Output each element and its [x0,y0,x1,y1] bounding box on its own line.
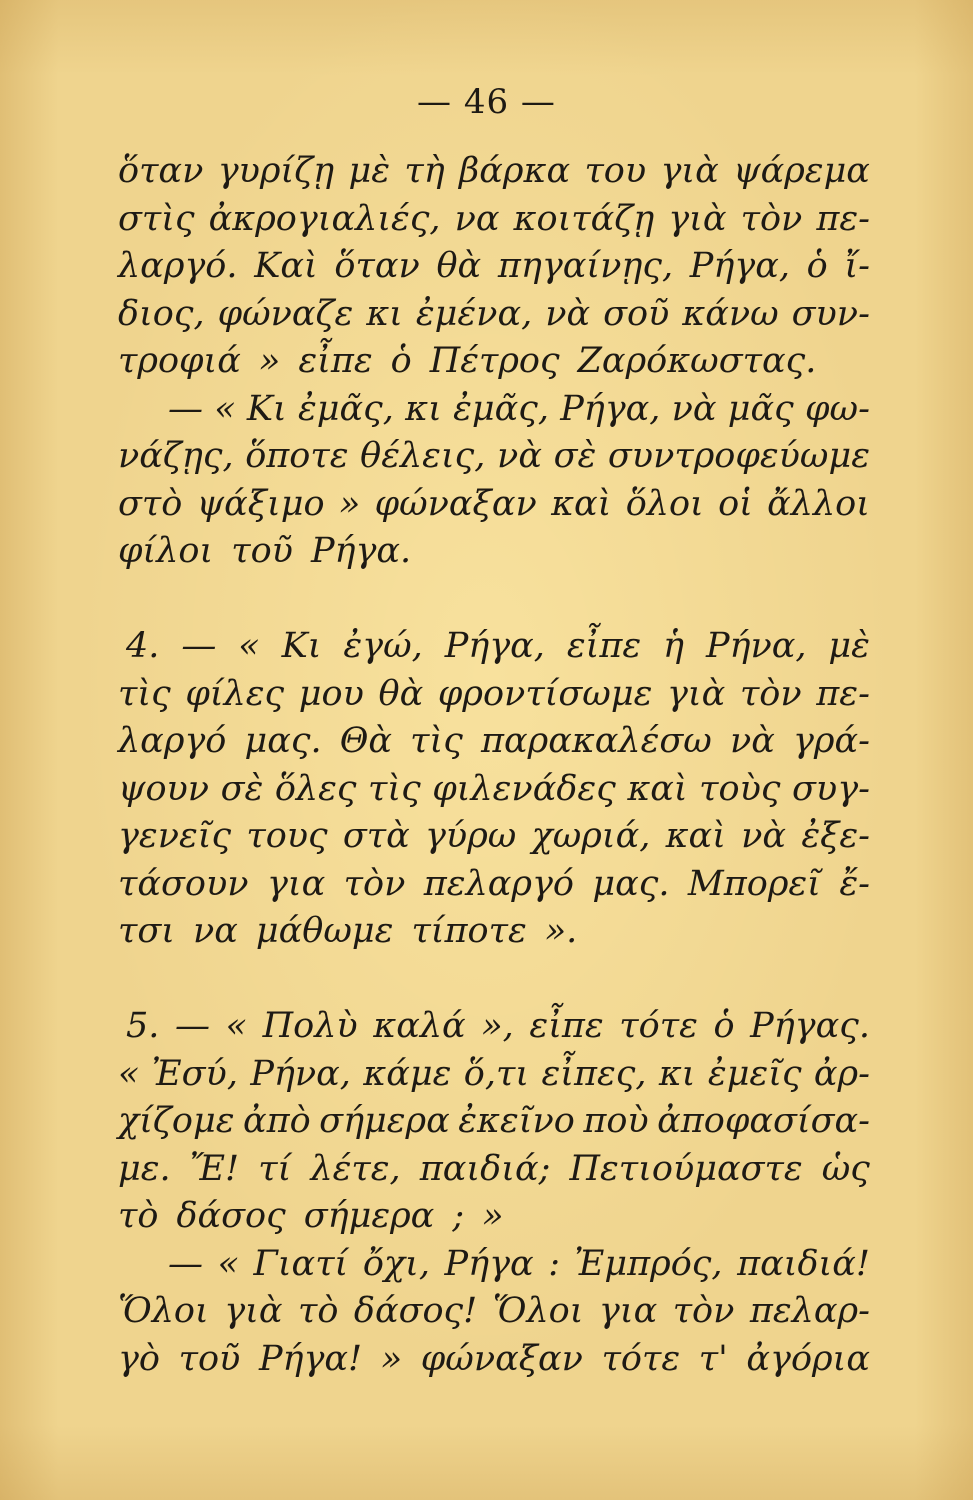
text-line: ψουν σὲ ὅλες τὶς φιλενάδες καὶ τοὺς συγ- [118,768,870,809]
text-line: φίλοι τοῦ Ρήγα. [118,531,412,571]
text-line: νάζῃς, ὅποτε θέλεις, νὰ σὲ συντροφεύωμε [118,436,870,476]
text-line: τσι να μάθωμε τίποτε ». [118,911,578,951]
text-line: — « Γιατί ὄχι, Ρήγα : Ἐμπρός, παιδιά! [168,1243,870,1284]
body-text [118,148,870,1383]
text-line: τὶς φίλες μου θὰ φροντίσωμε γιὰ τὸν πε- [118,673,870,714]
text-line: ὅταν γυρίζῃ μὲ τὴ βάρκα του γιὰ ψάρεμα [118,151,870,191]
paragraph-gap [118,576,870,624]
text-line: γενεῖς τους στὰ γύρω χωριά, καὶ νὰ ἐξε- [118,816,870,856]
text-line: τροφιά » εἶπε ὁ Πέτρος Ζαρόκωστας. [118,341,817,381]
text-line: στὸ ψάξιμο » φώναξαν καὶ ὅλοι οἱ ἄλλοι [118,483,870,524]
page-number: — 46 — [417,82,556,122]
paragraph-gap [118,956,870,1004]
text-line: λαργό. Καὶ ὅταν θὰ πηγαίνῃς, Ρήγα, ὁ ἴ- [118,246,870,286]
text-line: γὸ τοῦ Ρήγα! » φώναξαν τότε τ' ἀγόρια [118,1338,870,1379]
text-line: — « Κι ἐμᾶς, κι ἐμᾶς, Ρήγα, νὰ μᾶς φω- [168,388,870,429]
text-line: διος, φώναζε κι ἐμένα, νὰ σοῦ κάνω συν- [118,293,870,334]
text-line: 5. — « Πολὺ καλά », εἶπε τότε ὁ Ρήγας. [126,1006,870,1046]
text-line: « Ἐσύ, Ρήνα, κάμε ὅ,τι εἶπες, κι ἐμεῖς ἀρ- [118,1053,870,1094]
text-line: λαργό μας. Θὰ τὶς παρακαλέσω νὰ γρά- [118,721,870,761]
text-line: 4. — « Κι ἐγώ, Ρήγα, εἶπε ἡ Ρήνα, μὲ [126,626,870,666]
text-line: με. Ἔ! τί λέτε, παιδιά; Πετιούμαστε ὡς [118,1148,870,1189]
text-line: στὶς ἀκρογιαλιές, να κοιτάζῃ γιὰ τὸν πε- [118,198,870,239]
text-line: τάσουν για τὸν πελαργό μας. Μπορεῖ ἔ- [118,863,870,904]
text-line: Ὅλοι γιὰ τὸ δάσος! Ὅλοι για τὸν πελαρ- [118,1291,870,1331]
text-line: τὸ δάσος σήμερα ; » [118,1196,504,1236]
text-line: χίζομε ἀπὸ σήμερα ἐκεῖνο ποὺ ἀποφασίσα- [118,1101,870,1141]
